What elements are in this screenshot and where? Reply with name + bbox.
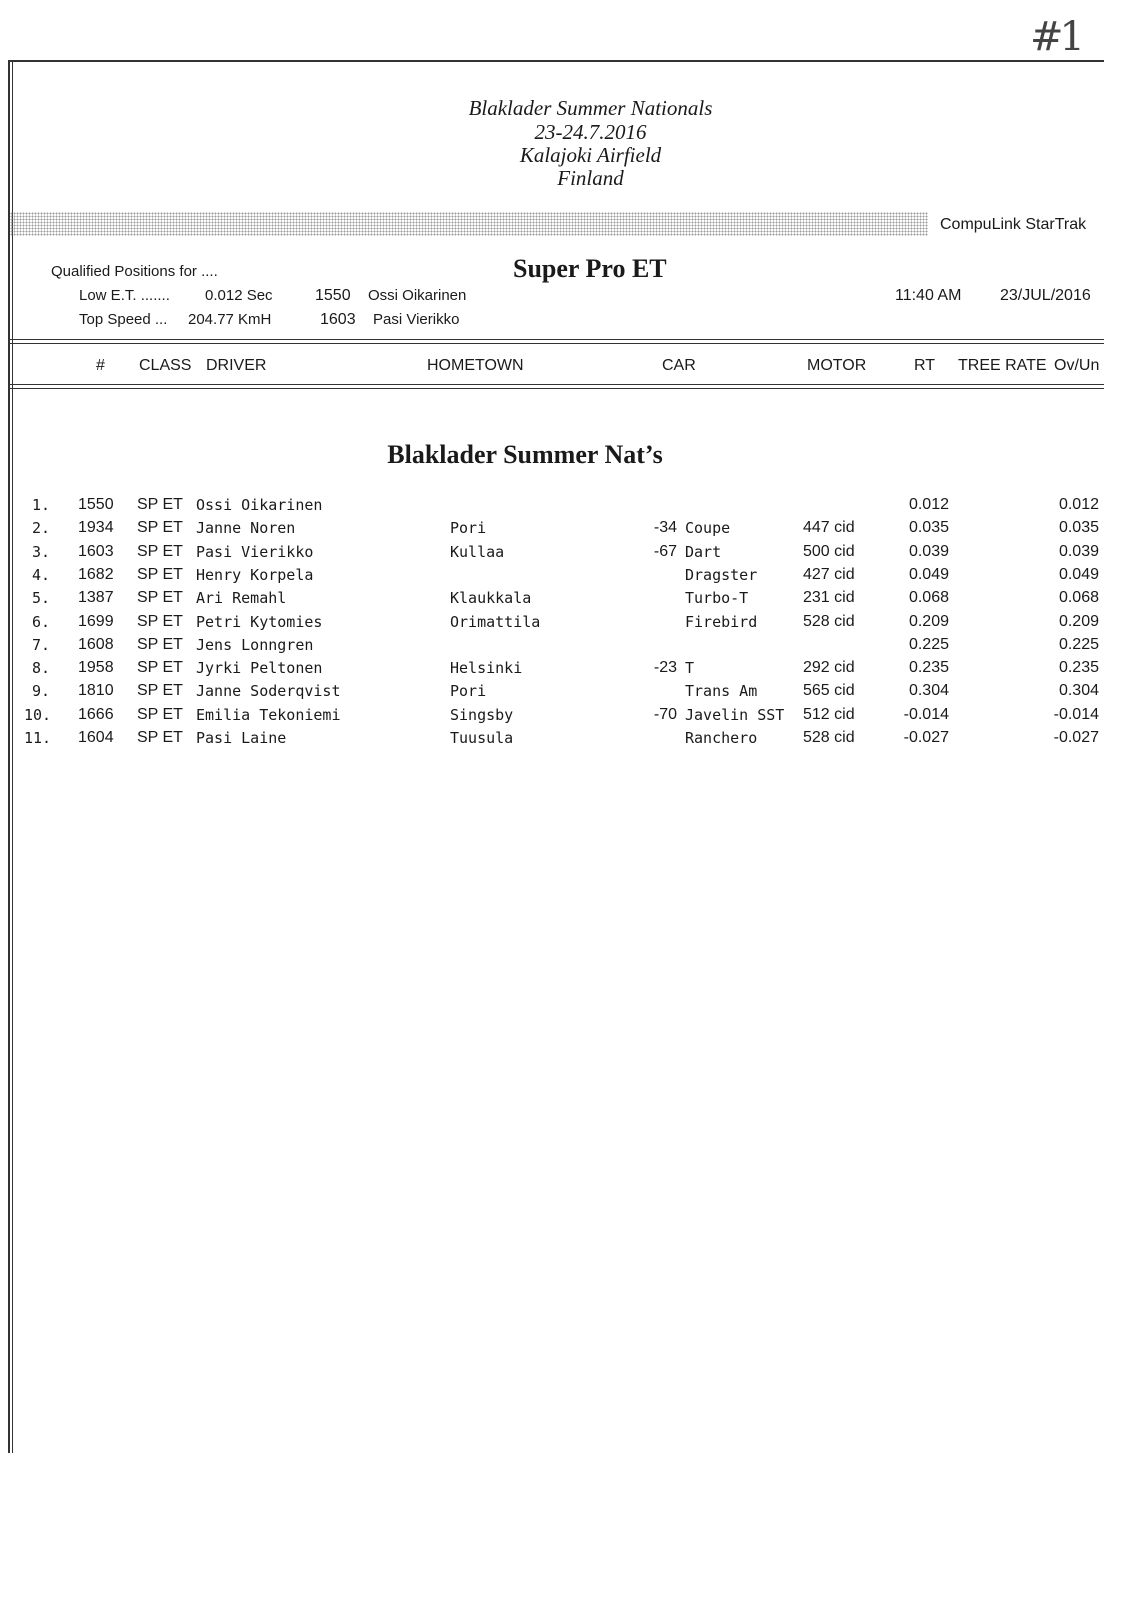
result-driver: Henry Korpela (196, 565, 314, 584)
result-car-number: 1387 (78, 589, 114, 607)
result-car-number: 1550 (78, 496, 114, 513)
dotted-separator-band (10, 212, 928, 236)
result-position: 1. (31, 496, 50, 514)
result-car-number: 1666 (78, 705, 114, 723)
col-tree-rate: TREE RATE (958, 357, 1047, 374)
result-car: T (685, 659, 695, 678)
result-reaction-time: -0.014 (903, 705, 949, 723)
result-ov-un: -0.027 (1053, 729, 1099, 746)
result-motor: 447 cid (803, 519, 855, 537)
result-car-number: 1958 (78, 659, 114, 677)
result-car-number: 1810 (78, 682, 114, 700)
result-position: 8. (31, 659, 50, 678)
result-car: Coupe (685, 519, 731, 538)
result-car: Dart (685, 542, 722, 561)
result-reaction-time: 0.304 (908, 682, 949, 700)
table-row (0, 636, 1121, 659)
result-car: Ranchero (685, 729, 758, 747)
result-class: SP ET (137, 612, 183, 630)
col-ovun: Ov/Un (1054, 357, 1100, 374)
result-position: 5. (31, 589, 50, 608)
result-ov-un: 0.209 (1058, 612, 1099, 630)
result-driver: Emilia Tekoniemi (196, 705, 341, 724)
top-speed-number: 1603 (320, 311, 356, 328)
top-speed-value: 204.77 KmH (188, 311, 272, 328)
result-car: Trans Am (685, 682, 758, 701)
result-ov-un: 0.225 (1058, 635, 1099, 653)
result-motor: 565 cid (803, 682, 855, 700)
section-title: Blaklader Summer Nat’s (387, 440, 663, 469)
result-car: Firebird (685, 612, 758, 631)
result-position: 3. (31, 542, 50, 561)
frame-top-line (8, 60, 1104, 62)
result-class: SP ET (137, 496, 183, 513)
system-label: CompuLink StarTrak (940, 216, 1087, 233)
header-bottom-line-1 (8, 384, 1104, 385)
result-class: SP ET (137, 542, 183, 560)
result-class: SP ET (137, 635, 183, 653)
result-dial-offset: -70 (653, 705, 677, 723)
result-motor: 427 cid (803, 565, 855, 583)
result-hometown: Pori (450, 682, 487, 701)
col-car: CAR (662, 357, 696, 374)
result-hometown: Kullaa (450, 542, 505, 561)
result-driver: Ari Remahl (196, 589, 287, 608)
col-driver: DRIVER (206, 357, 267, 374)
result-position: 2. (31, 519, 50, 538)
result-reaction-time: -0.027 (903, 729, 949, 746)
result-position: 11. (24, 729, 52, 747)
event-dates: 23-24.7.2016 (534, 120, 647, 144)
low-et-number: 1550 (315, 287, 351, 304)
result-driver: Petri Kytomies (196, 612, 323, 631)
result-driver: Pasi Laine (196, 729, 287, 747)
result-motor: 528 cid (803, 612, 855, 630)
result-ov-un: 0.012 (1058, 496, 1099, 513)
result-driver: Janne Noren (196, 519, 296, 538)
result-class: SP ET (137, 589, 183, 607)
result-ov-un: 0.039 (1058, 542, 1099, 560)
result-reaction-time: 0.039 (908, 542, 949, 560)
result-position: 10. (24, 705, 52, 724)
handwritten-page-mark: #1 (1030, 14, 1081, 60)
result-car: Dragster (685, 565, 758, 584)
result-position: 7. (31, 635, 50, 654)
qualified-label: Qualified Positions for .... (51, 263, 218, 280)
result-car-number: 1682 (78, 565, 114, 583)
result-position: 6. (31, 612, 50, 631)
frame-left-line (8, 60, 10, 1453)
result-class: SP ET (137, 659, 183, 677)
result-class: SP ET (137, 729, 183, 746)
table-row (0, 682, 1121, 705)
result-ov-un: 0.304 (1058, 682, 1099, 700)
result-hometown: Tuusula (450, 729, 514, 747)
result-class: SP ET (137, 682, 183, 700)
class-title: Super Pro ET (513, 254, 667, 283)
result-ov-un: 0.068 (1058, 589, 1099, 607)
table-row (0, 589, 1121, 612)
result-ov-un: 0.235 (1058, 659, 1099, 677)
result-driver: Janne Soderqvist (196, 682, 341, 701)
result-class: SP ET (137, 565, 183, 583)
result-position: 4. (31, 565, 50, 584)
col-class: CLASS (139, 357, 192, 374)
result-class: SP ET (137, 519, 183, 537)
result-reaction-time: 0.049 (908, 565, 949, 583)
result-car-number: 1608 (78, 635, 114, 653)
result-hometown: Klaukkala (450, 589, 532, 608)
result-motor: 528 cid (803, 729, 855, 746)
low-et-driver: Ossi Oikarinen (368, 287, 467, 304)
result-motor: 292 cid (803, 659, 855, 677)
result-hometown: Pori (450, 519, 487, 538)
col-rt: RT (914, 357, 936, 374)
result-driver: Ossi Oikarinen (196, 496, 323, 514)
event-venue: Kalajoki Airfield (519, 143, 662, 167)
frame-left-line-inner (12, 60, 13, 1453)
col-num: # (96, 357, 105, 374)
result-reaction-time: 0.235 (908, 659, 949, 677)
table-row (0, 566, 1121, 589)
result-driver: Pasi Vierikko (196, 542, 314, 561)
result-hometown: Singsby (450, 705, 514, 724)
table-row (0, 613, 1121, 636)
result-dial-offset: -67 (653, 542, 677, 560)
result-car: Turbo-T (685, 589, 749, 608)
result-reaction-time: 0.225 (908, 635, 949, 653)
result-hometown: Helsinki (450, 659, 523, 678)
table-row (0, 543, 1121, 566)
result-motor: 512 cid (803, 705, 855, 723)
col-hometown: HOMETOWN (427, 357, 524, 374)
result-car-number: 1603 (78, 542, 114, 560)
result-class: SP ET (137, 705, 183, 723)
report-date: 23/JUL/2016 (1000, 287, 1091, 304)
header-bottom-line-2 (8, 388, 1104, 389)
result-position: 9. (31, 682, 50, 701)
col-motor: MOTOR (807, 357, 867, 374)
low-et-label: Low E.T. ....... (79, 287, 170, 304)
result-car-number: 1604 (78, 729, 114, 746)
table-row (0, 519, 1121, 542)
result-dial-offset: -23 (653, 659, 677, 677)
table-row (0, 496, 1121, 519)
report-time: 11:40 AM (895, 287, 962, 304)
result-reaction-time: 0.035 (908, 519, 949, 537)
result-car-number: 1934 (78, 519, 114, 537)
header-top-line-2 (8, 343, 1104, 344)
event-name: Blaklader Summer Nationals (468, 96, 713, 120)
result-ov-un: -0.014 (1053, 705, 1099, 723)
low-et-value: 0.012 Sec (205, 287, 273, 304)
table-row (0, 706, 1121, 729)
table-row (0, 659, 1121, 682)
result-reaction-time: 0.012 (908, 496, 949, 513)
result-hometown: Orimattila (450, 612, 541, 631)
top-speed-driver: Pasi Vierikko (373, 311, 460, 328)
result-motor: 500 cid (803, 542, 855, 560)
top-speed-label: Top Speed ... (79, 311, 168, 328)
result-driver: Jyrki Peltonen (196, 659, 323, 678)
result-car-number: 1699 (78, 612, 114, 630)
result-motor: 231 cid (803, 589, 855, 607)
event-country: Finland (557, 166, 624, 190)
header-top-line-1 (8, 339, 1104, 340)
result-reaction-time: 0.209 (908, 612, 949, 630)
result-driver: Jens Lonngren (196, 635, 314, 654)
result-reaction-time: 0.068 (908, 589, 949, 607)
result-ov-un: 0.035 (1058, 519, 1099, 537)
table-row (0, 729, 1121, 752)
result-ov-un: 0.049 (1058, 565, 1099, 583)
result-dial-offset: -34 (653, 519, 677, 537)
result-car: Javelin SST (685, 705, 785, 724)
